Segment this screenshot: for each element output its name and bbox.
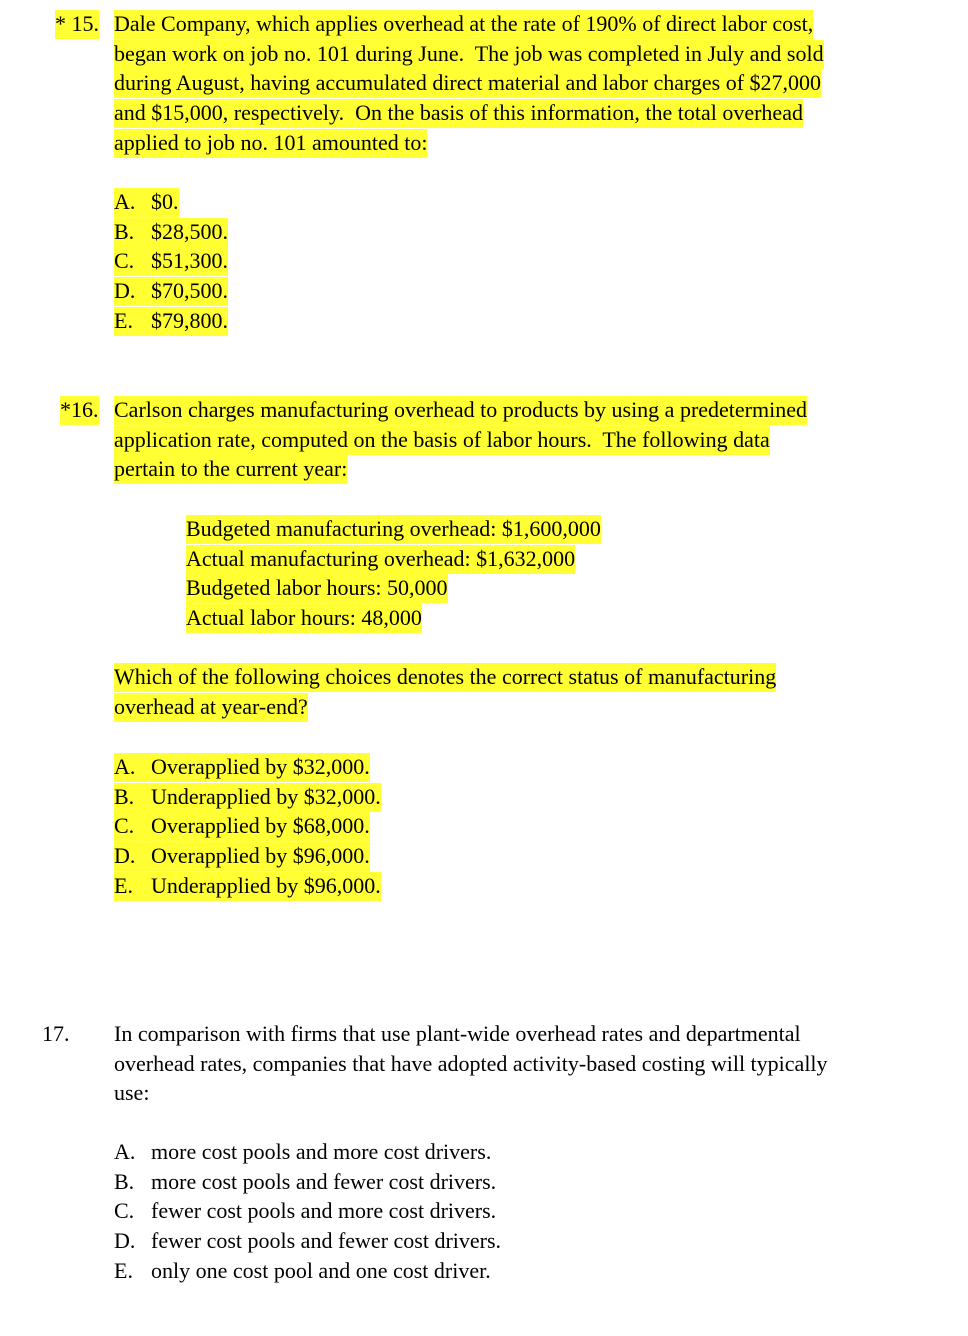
stem-line: Dale Company, which applies overhead at the rate of 190% of direct labor cost, <box>114 10 813 39</box>
question-16-stem <box>114 395 807 484</box>
stem-line: Carlson charges manufacturing overhead to products by using a predetermined <box>114 396 807 425</box>
data-line: Actual manufacturing overhead: $1,632,000 <box>186 545 575 574</box>
data-line: Budgeted manufacturing overhead: $1,600,000 <box>186 515 601 544</box>
stem-line: applied to job no. 101 amounted to: <box>114 129 427 158</box>
question-16-options <box>114 752 381 900</box>
question-16-number: *16. <box>60 395 99 425</box>
option-d: D. Overapplied by $96,000. <box>114 841 381 871</box>
stem-line: and $15,000, respectively. On the basis of this information, the total overhead <box>114 99 803 128</box>
stem-line: pertain to the current year: <box>114 455 347 484</box>
stem-line: In comparison with firms that use plant-wide overhead rates and departmental <box>114 1021 801 1046</box>
question-16-question <box>114 662 776 721</box>
option-c: C. $51,300. <box>114 246 228 276</box>
option-b: B. more cost pools and fewer cost drivers. <box>114 1168 497 1194</box>
option-b: B. Underapplied by $32,000. <box>114 782 381 812</box>
data-line: Actual labor hours: 48,000 <box>186 604 422 633</box>
data-line: Budgeted labor hours: 50,000 <box>186 574 448 603</box>
option-b: B. $28,500. <box>114 217 228 247</box>
option-d: D. fewer cost pools and fewer cost drivers. <box>114 1228 502 1254</box>
question-17-options <box>114 1137 501 1285</box>
question-15-options <box>114 187 228 335</box>
question-17-stem <box>114 1019 828 1108</box>
option-e: E. only one cost pool and one cost driver. <box>114 1257 491 1283</box>
question-16-data <box>186 514 601 633</box>
stem-line: during August, having accumulated direct material and labor charges of $27,000 <box>114 69 821 98</box>
stem-line: overhead rates, companies that have adopted activity-based costing will typically <box>114 1050 828 1076</box>
question-15-number: * 15. <box>55 9 99 39</box>
option-a: A. more cost pools and more cost drivers. <box>114 1139 492 1164</box>
stem-line: use: <box>114 1080 150 1106</box>
question-line: overhead at year-end? <box>114 693 308 722</box>
option-e: E. $79,800. <box>114 306 228 336</box>
option-d: D. $70,500. <box>114 276 228 306</box>
option-c: C. fewer cost pools and more cost drivers. <box>114 1198 497 1224</box>
question-17-number: 17. <box>42 1021 70 1046</box>
option-a: A. Overapplied by $32,000. <box>114 752 381 782</box>
option-a: A. $0. <box>114 187 228 217</box>
option-e: E. Underapplied by $96,000. <box>114 871 381 901</box>
stem-line: application rate, computed on the basis of labor hours. The following data <box>114 426 770 455</box>
question-line: Which of the following choices denotes the correct status of manufacturing <box>114 663 776 692</box>
stem-line: began work on job no. 101 during June. The job was completed in July and sold <box>114 40 824 69</box>
question-15-stem <box>114 9 824 157</box>
option-c: C. Overapplied by $68,000. <box>114 811 381 841</box>
